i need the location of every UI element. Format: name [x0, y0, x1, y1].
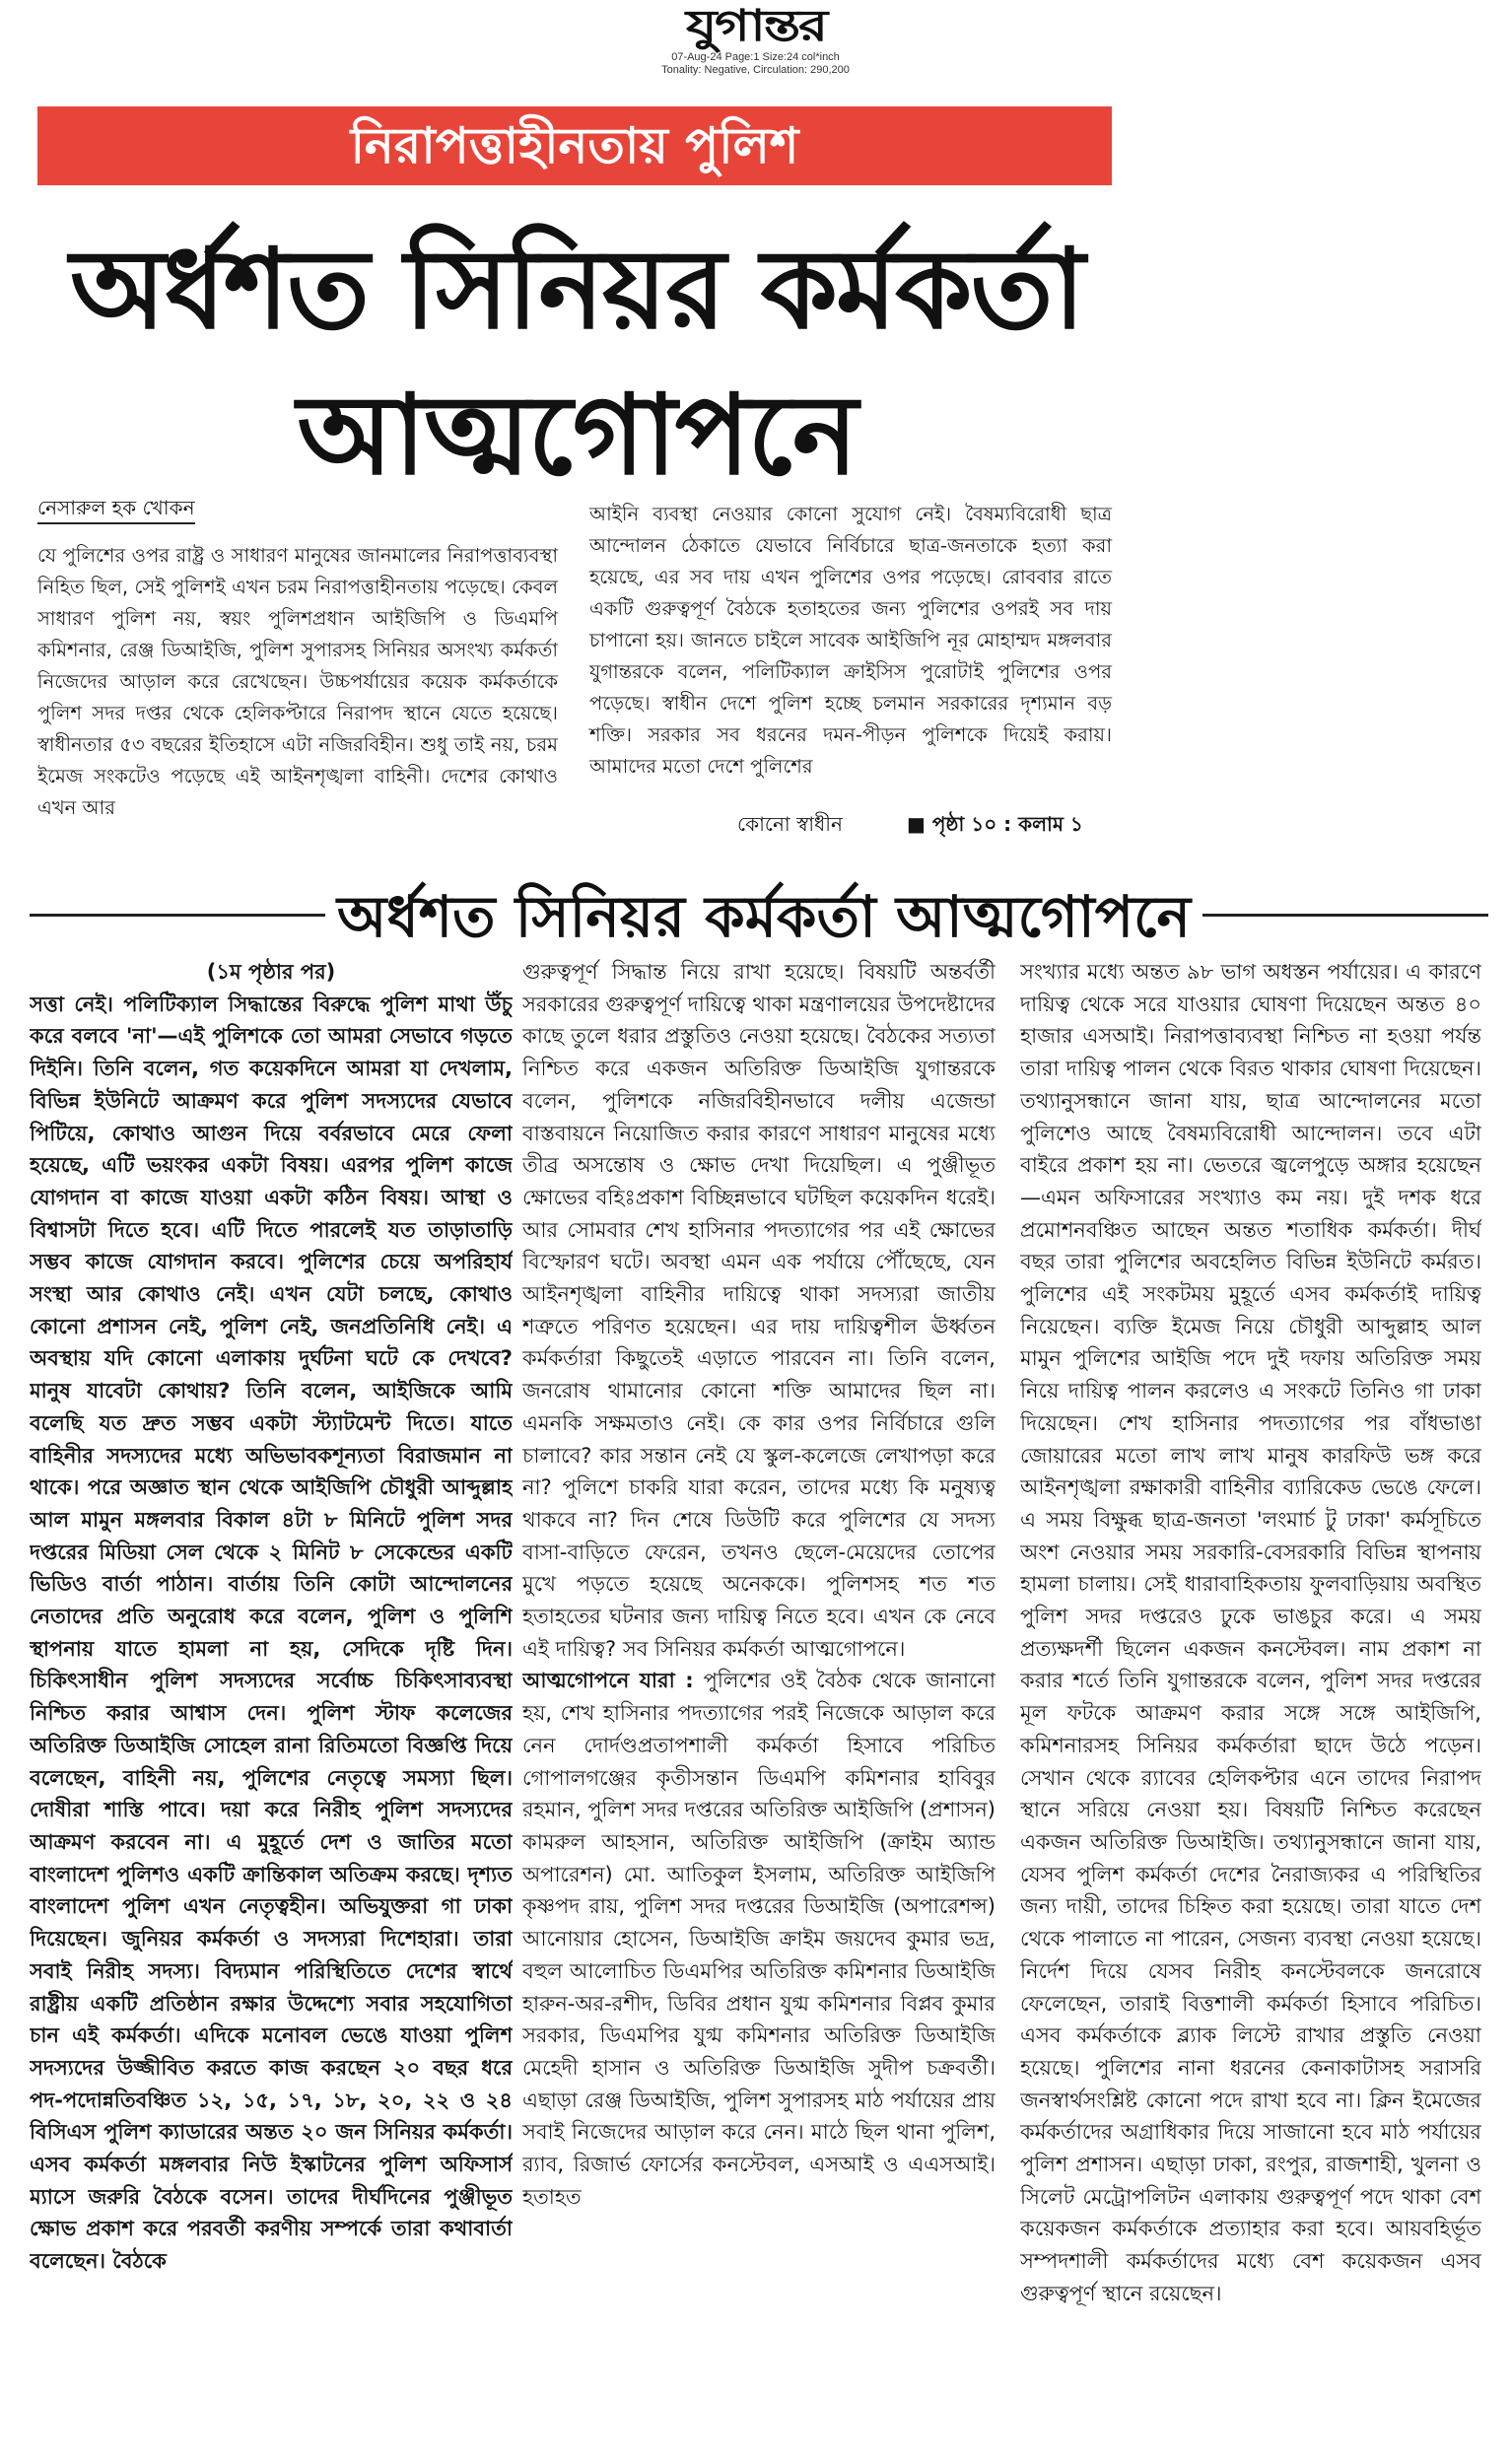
body-column-2-text-b: পুলিশের ওই বৈঠক থেকে জানানো হয়, শেখ হাসিনার পদত্যাগের পরই নিজেকে আড়াল করে নেন দোর্দণ্ডপ্রতাপশালী কর্মকর্তা হিসাবে পরিচিত গোপালগঞ্জের কৃতীসন্তান ডিএমপি কমিশনার হাবিবুর রহমান, পুলিশ সদর দপ্তরের অতিরিক্ত আইজিপি (প্রশাসন) কামরুল আহসান, অতিরিক্ত আইজিপি (ক্রাইম অ্যান্ড অপারেশন) মো. আতিকুল ইসলাম, অতিরিক্ত আইজিপি কৃষ্ণপদ রায়, পুলিশ সদর দপ্তরের ডিআইজি (অপারেশন্স) আনোয়ার হোসেন, ডিআইজি ক্রাইম জয়দেব কুমার ভদ্র, বহুল আলোচিত ডিএমপির অতিরিক্ত কমিশনার ডিআইজি হারুন-অর-রশীদ, ডিবির প্রধান যুগ্ম কমিশনার বিপ্লব কুমার সরকার, ডিএমপির যুগ্ম কমিশনার অতিরিক্ত ডিআইজি মেহেদী হাসান ও অতিরিক্ত ডিআইজি সুদীপ চক্রবর্তী। এছাড়া রেঞ্জ ডিআইজি, পুলিশ সুপারসহ মাঠ পর্যায়ের প্রায় সবাই নিজেদের আড়াল করে নেন। মাঠে ছিল থানা পুলিশ, র‌্যাব, রিজার্ভ ফোর্সের কনস্টেবল, এসআই ও এএসআই। হতাহত [522, 1669, 996, 2209]
intro-column-left [37, 540, 558, 824]
headline-line-2: আত্মগোপনে [297, 372, 857, 500]
body-column-3 [1020, 956, 1481, 2439]
section-title: অর্ধশত সিনিয়র কর্মকর্তা আত্মগোপনে [336, 883, 1191, 950]
body-column-2-text-a: গুরুত্বপূর্ণ সিদ্ধান্ত নিয়ে রাখা হয়েছে। বিষয়টি অন্তর্বর্তী সরকারের গুরুত্বপূর্ণ দায়িত্বে থাকা মন্ত্রণালয়ের উপদেষ্টাদের কাছে তুলে ধরার প্রস্তুতিও নেওয়া হয়েছে। বৈঠকের সত্যতা নিশ্চিত করে একজন অতিরিক্ত ডিআইজি যুগান্তরকে বলেন, পুলিশকে নজিরবিহীনভাবে দলীয় এজেন্ডা বাস্তবায়নে নিয়োজিত করার কারণে সাধারণ মানুষের মধ্যে তীব্র অসন্তোষ ও ক্ষোভ দেখা দিয়েছিল। এ পুঞ্জীভূত ক্ষোভের বহিঃপ্রকাশ বিচ্ছিন্নভাবে ঘটছিল কয়েকদিন ধরেই। আর সোমবার শেখ হাসিনার পদত্যাগের পর এই ক্ষোভের বিস্ফোরণ ঘটে। অবস্থা এমন এক পর্যায়ে পৌঁছেছে, যেন আইনশৃঙ্খলা বাহিনীর দায়িত্বে থাকা সদস্যরা জাতীয় শত্রুতে পরিণত হয়েছেন। এর দায় দায়িত্বশীল ঊর্ধ্বতন কর্মকর্তারা কিছুতেই এড়াতে পারবেন না। তিনি বলেন, জনরোষ থামানোর কোনো শক্তি আমাদের ছিল না। এমনকি সক্ষমতাও নেই। কে কার ওপর নির্বিচারে গুলি চালাবে? কার সন্তান নেই যে স্কুল-কলেজে লেখাপড়া করে না? পুলিশে চাকরি যারা করেন, তাদের মধ্যে কি মনুষ্যত্ব থাকবে না? দিন শেষে ডিউটি করে পুলিশের যে সদস্য বাসা-বাড়িতে ফেরেন, তখনও ছেলে-মেয়েদের তোপের মুখে পড়তে হয়েছে অনেককে। পুলিশসহ শত শত হতাহতের ঘটনার জন্য দায়িত্ব নিতে হবে। এখন কে নেবে এই দায়িত্ব? সব সিনিয়র কর্মকর্তা আত্মগোপনে। [522, 960, 996, 1661]
intro-paragraph-right: আইনি ব্যবস্থা নেওয়ার কোনো সুযোগ নেই। বৈষম্যবিরোধী ছাত্র আন্দোলন ঠেকাতে যেভাবে নির্বিচারে ছাত্র-জনতাকে হত্যা করা হয়েছে, এর সব দায় এখন পুলিশের ওপর পড়েছে। রোববার রাতে একটি গুরুত্বপূর্ণ বৈঠকে হতাহতের জন্য পুলিশের ওপরই সব দায় চাপানো হয়। জানতে চাইলে সাবেক আইজিপি নূর মোহাম্মদ মঙ্গলবার যুগান্তরকে বলেন, পলিটিক্যাল ক্রাইসিস পুরোটাই পুলিশের ওপর পড়েছে। স্বাধীন দেশে পুলিশ হচ্ছে চলমান সরকারের দৃশ্যমান বড় শক্তি। সরকার সব ধরনের দমন-পীড়ন পুলিশকে দিয়েই করায়। আমাদের মতো দেশে পুলিশের [589, 503, 1112, 778]
section-rule-left [30, 914, 325, 917]
jump-words: কোনো স্বাধীন [737, 812, 843, 836]
masthead [0, 0, 1511, 77]
body-column-3-text: সংখ্যার মধ্যে অন্তত ৯৮ ভাগ অধস্তন পর্যায়ের। এ কারণে দায়িত্ব থেকে সরে যাওয়ার ঘোষণা দিয়েছেন অন্তত ৪০ হাজার এসআই। নিরাপত্তাব্যবস্থা নিশ্চিত না হওয়া পর্যন্ত তারা দায়িত্ব পালন থেকে বিরত থাকার ঘোষণা দিয়েছেন। তথ্যানুসন্ধানে জানা যায়, ছাত্র আন্দোলনের মতো পুলিশেও আছে বৈষম্যবিরোধী আন্দোলন। তবে এটা বাইরে প্রকাশ হয় না। ভেতরে জ্বলেপুড়ে অঙ্গার হয়েছেন—এমন অফিসারের সংখ্যাও কম নয়। দুই দশক ধরে প্রমোশনবঞ্চিত আছেন অন্তত শতাধিক কর্মকর্তা। দীর্ঘ বছর তারা পুলিশের অবহেলিত বিভিন্ন ইউনিটে কর্মরত। পুলিশের এই সংকটময় মুহূর্তে এসব কর্মকর্তাই দায়িত্ব নিয়েছেন। ব্যক্তি ইমেজ নিয়ে চৌধুরী আব্দুল্লাহ আল মামুন পুলিশের আইজি পদে দুই দফায় অতিরিক্ত সময় নিয়ে দায়িত্ব পালন করলেও এ সংকটে তিনিও গা ঢাকা দিয়েছেন। শেখ হাসিনার পদত্যাগের পর বাঁধভাঙা জোয়ারের মতো লাখ লাখ মানুষ কারফিউ ভঙ্গ করে আইনশৃঙ্খলা রক্ষাকারী বাহিনীর ব্যারিকেড ভেঙে ফেলে। এ সময় বিক্ষুব্ধ ছাত্র-জনতা 'লংমার্চ টু ঢাকা' কর্মসূচিতে অংশ নেওয়ার সময় সরকারি-বেসরকারি বিভিন্ন স্থাপনায় হামলা চালায়। সেই ধারাবাহিকতায় ফুলবাড়িয়ায় অবস্থিত পুলিশ সদর দপ্তরেও ঢুকে ভাঙচুর করে। এ সময় প্রত্যক্ষদর্শী ছিলেন একজন কনস্টেবল। নাম প্রকাশ না করার শর্তে তিনি যুগান্তরকে বলেন, পুলিশ সদর দপ্তরের মূল ফটকে আক্রমণ করার সঙ্গে সঙ্গে আইজিপি, কমিশনারসহ সিনিয়র কর্মকর্তারা ছাদে উঠে পড়েন। সেখান থেকে র‌্যাবের হেলিকপ্টার এনে তাদের নিরাপদ স্থানে সরিয়ে নেওয়া হয়। বিষয়টি নিশ্চিত করেছেন একজন অতিরিক্ত ডিআইজি। তথ্যানুসন্ধানে জানা যায়, যেসব পুলিশ কর্মকর্তা দেশের নৈরাজ্যকর এ পরিস্থিতির জন্য দায়ী, তাদের চিহ্নিত করা হয়েছে। তারা যাতে দেশ থেকে পালাতে না পারেন, সেজন্য ব্যবস্থা নেওয়া হয়েছে। নির্দেশ দিয়ে যেসব নিরীহ কনস্টেবলকে জনরোষে ফেলেছেন, তারাই বিত্তশালী কর্মকর্তা হিসাবে পরিচিত। এসব কর্মকর্তাকে ব্ল্যাক লিস্টে রাখার প্রস্তুতি নেওয়া হয়েছে। পুলিশের নানা ধরনের কেনাকাটাসহ সরাসরি জনস্বার্থসংশ্লিষ্ট কোনো পদে রাখা হবে না। ক্লিন ইমেজের কর্মকর্তাদের অগ্রাধিকার দিয়ে সাজানো হবে মাঠ পর্যায়ের পুলিশ প্রশাসন। এছাড়া ঢাকা, রংপুর, রাজশাহী, খুলনা ও সিলেট মেট্রোপলিটন এলাকায় গুরুত্বপূর্ণ পদে থাকা বেশ কয়েকজন কর্মকর্তাকে প্রত্যাহার করা হবে। আয়বহির্ভূত সম্পদশালী কর্মকর্তাদের মধ্যে বেশ কয়েকজন এসব গুরুত্বপূর্ণ স্থানে রয়েছেন। [1020, 960, 1481, 2305]
newspaper-logo: যুগান্তর [685, 1, 826, 51]
body-column-1-text: সত্তা নেই। পলিটিক্যাল সিদ্ধান্তের বিরুদ্ধে পুলিশ মাথা উঁচু করে বলবে 'না'—এই পুলিশকে তো আমরা সেভাবে গড়তে দিইনি। তিনি বলেন, গত কয়েকদিনে আমরা যা দেখলাম, বিভিন্ন ইউনিটে আক্রমণ করে পুলিশ সদস্যদের যেভাবে পিটিয়ে, কোথাও আগুন দিয়ে বর্বরভাবে মেরে ফেলা হয়েছে, এটি ভয়ংকর একটা বিষয়। এরপর পুলিশ কাজে যোগদান বা কাজে যাওয়া একটা কঠিন বিষয়। আস্থা ও বিশ্বাসটা দিতে হবে। এটি দিতে পারলেই যত তাড়াতাড়ি সম্ভব কাজে যোগদান করবে। পুলিশের চেয়ে অপরিহার্য সংস্থা আর কোথাও নেই। এখন যেটা চলছে, কোথাও কোনো প্রশাসন নেই, পুলিশ নেই, জনপ্রতিনিধি নেই। এ অবস্থায় যদি কোনো এলাকায় দুর্ঘটনা ঘটে কে দেখবে? মানুষ যাবেটা কোথায়? তিনি বলেন, আইজিকে আমি বলেছি যত দ্রুত সম্ভব একটা স্ট্যাটমেন্ট দিতে। যাতে বাহিনীর সদস্যদের মধ্যে অভিভাবকশূন্যতা বিরাজমান না থাকে। পরে অজ্ঞাত স্থান থেকে আইজিপি চৌধুরী আব্দুল্লাহ আল মামুন মঙ্গলবার বিকাল ৪টা ৮ মিনিটে পুলিশ সদর দপ্তরের মিডিয়া সেল থেকে ২ মিনিট ৮ সেকেন্ডের একটি ভিডিও বার্তা পাঠান। বার্তায় তিনি কোটা আন্দোলনের নেতাদের প্রতি অনুরোধ করে বলেন, পুলিশ ও পুলিশি স্থাপনায় যাতে হামলা না হয়, সেদিকে দৃষ্টি দিন। চিকিৎসাধীন পুলিশ সদস্যদের সর্বোচ্চ চিকিৎসাব্যবস্থা নিশ্চিত করার আশ্বাস দেন। পুলিশ স্টাফ কলেজের অতিরিক্ত ডিআইজি সোহেল রানা রিতিমতো বিজ্ঞপ্তি দিয়ে বলেছেন, বাহিনী নয়, পুলিশের নেতৃত্বে সমস্যা ছিল। দোষীরা শাস্তি পাবে। দয়া করে নিরীহ পুলিশ সদস্যদের আক্রমণ করবেন না। এ মুহূর্তে দেশ ও জাতির মতো বাংলাদেশ পুলিশও একটি ক্রান্তিকাল অতিক্রম করছে। দৃশ্যত বাংলাদেশ পুলিশ এখন নেতৃত্বহীন। অভিযুক্তরা গা ঢাকা দিয়েছেন। জুনিয়র কর্মকর্তা ও সদস্যরা দিশেহারা। তারা সবাই নিরীহ সদস্য। বিদ্যমান পরিস্থিতিতে দেশের স্বার্থে রাষ্ট্রীয় একটি প্রতিষ্ঠান রক্ষার উদ্দেশ্যে সবার সহযোগিতা চান এই কর্মকর্তা। এদিকে মনোবল ভেঙে যাওয়া পুলিশ সদস্যদের উজ্জীবিত করতে কাজ করছেন ২০ বছর ধরে পদ-পদোন্নতিবঞ্চিত ১২, ১৫, ১৭, ১৮, ২০, ২২ ও ২৪ বিসিএস পুলিশ ক্যাডারের অন্তত ২০ জন সিনিয়র কর্মকর্তা। এসব কর্মকর্তা মঙ্গলবার নিউ ইস্কাটনের পুলিশ অফিসার্স ম্যাসে জরুরি বৈঠকে বসেন। তাদের দীর্ঘদিনের পুঞ্জীভূত ক্ষোভ প্রকাশ করে পরবর্তী করণীয় সম্পর্কে তারা কথাবার্তা বলেছেন। বৈঠকে [30, 992, 513, 2274]
clipping-meta-size: 07-Aug-24 Page:1 Size:24 col*inch [671, 51, 840, 63]
section-rule-right [1202, 914, 1488, 917]
intro-column-right [589, 499, 1112, 783]
headline-line-1: অর্ধশত সিনিয়র কর্মকর্তা [70, 226, 1083, 354]
byline: নেসারুল হক খোকন [37, 495, 195, 524]
continued-label: (১ম পৃষ্ঠার পর) [206, 960, 336, 984]
clipping-meta-tonality: Tonality: Negative, Circulation: 290,200 [661, 64, 850, 76]
intro-paragraph-left: যে পুলিশের ওপর রাষ্ট্র ও সাধারণ মানুষের জানমালের নিরাপত্তাব্যবস্থা নিহিত ছিল, সেই পুলিশই এখন চরম নিরাপত্তাহীনতায় পড়েছে। কেবল সাধারণ পুলিশ নয়, স্বয়ং পুলিশপ্রধান আইজিপি ও ডিএমপি কমিশনার, রেঞ্জ ডিআইজি, পুলিশ সুপারসহ সিনিয়র অসংখ্য কর্মকর্তা নিজেদের আড়াল করে রেখেছেন। উচ্চপর্যায়ের কয়েক কর্মকর্তাকে পুলিশ সদর দপ্তর থেকে হেলিকপ্টারে নিরাপদ স্থানে যেতে হয়েছে। স্বাধীনতার ৫৩ বছরের ইতিহাসে এটা নজিরবিহীন। শুধু তাই নয়, চরম ইমেজ সংকটেও পড়েছে এই আইনশৃঙ্খলা বাহিনী। দেশের কোথাও এখন আর [37, 544, 558, 819]
body-column-1 [30, 956, 513, 2439]
body-column-2 [522, 956, 996, 2439]
headline [39, 217, 1114, 509]
section-header [30, 867, 1488, 966]
jump-reference: ■ পৃষ্ঠা ১০ : কলাম ১ [907, 812, 1083, 836]
topic-banner: নিরাপত্তাহীনতায় পুলিশ [37, 106, 1112, 185]
subheading-hiding: আত্মগোপনে যারা : [522, 1669, 694, 1693]
